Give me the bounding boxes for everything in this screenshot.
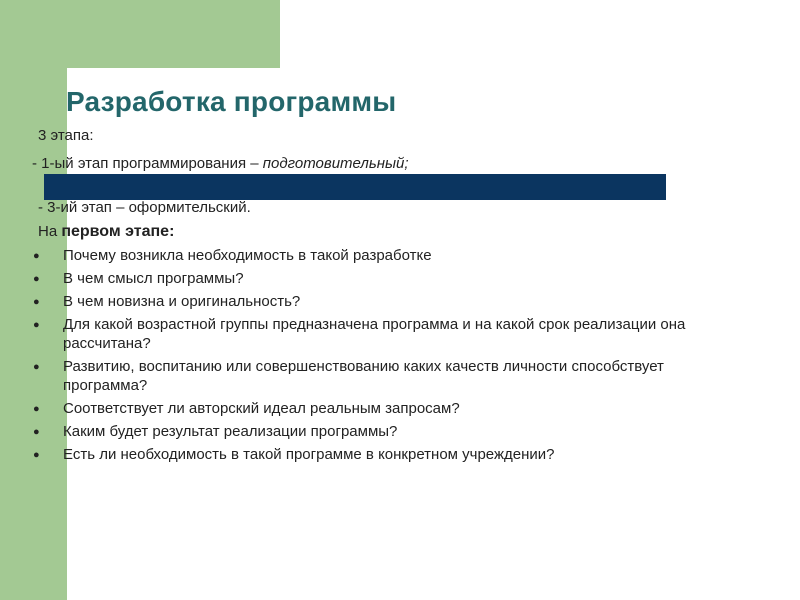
question-item <box>0 292 703 311</box>
bullet-dot-icon: ● <box>33 361 40 373</box>
question-item <box>0 315 703 353</box>
question-item <box>0 422 703 441</box>
stages-intro: 3 этапа: <box>38 127 94 144</box>
question-text: В чем смысл программы? <box>63 270 244 287</box>
question-text: Соответствует ли авторский идеал реальным запросам? <box>63 400 460 417</box>
question-text: Развитию, воспитанию или совершенствованию каких качеств личности способствует программа? <box>63 358 664 394</box>
question-text: В чем новизна и оригинальность? <box>63 293 301 310</box>
bullet-dot-icon: ● <box>33 449 40 461</box>
question-item <box>0 357 703 395</box>
bullet-dot-icon: ● <box>33 250 40 262</box>
question-text: Для какой возрастной группы предназначена программа и на какой срок реализации она рассчитана? <box>63 316 686 352</box>
first-stage-heading <box>38 223 174 241</box>
slide-title: Разработка программы <box>66 86 397 117</box>
question-text: Есть ли необходимость в такой программе в конкретном учреждении? <box>63 446 555 463</box>
first-stage-bold: первом этапе: <box>61 223 175 240</box>
bullet-dot-icon: ● <box>33 403 40 415</box>
navy-highlight-bar <box>44 174 666 200</box>
stage-3-line: - 3-ий этап – оформительский. <box>38 199 251 216</box>
bullet-dot-icon: ● <box>33 426 40 438</box>
stage-1-italic: подготовительный; <box>262 155 409 172</box>
bullet-dot-icon: ● <box>33 296 40 308</box>
question-text: Каким будет результат реализации программы? <box>63 423 398 440</box>
question-item <box>0 399 703 418</box>
first-stage-prefix: На <box>38 223 62 240</box>
bullet-dot-icon: ● <box>33 273 40 285</box>
bullet-dot-icon: ● <box>33 319 40 331</box>
stage-1-text: - 1-ый этап программирования – <box>32 155 263 172</box>
question-list <box>0 246 700 468</box>
green-top-band <box>0 0 280 68</box>
question-item <box>0 269 703 288</box>
stage-1-line <box>32 155 409 172</box>
question-item <box>0 445 703 464</box>
question-item <box>0 246 703 265</box>
question-text: Почему возникла необходимость в такой разработке <box>63 247 432 264</box>
